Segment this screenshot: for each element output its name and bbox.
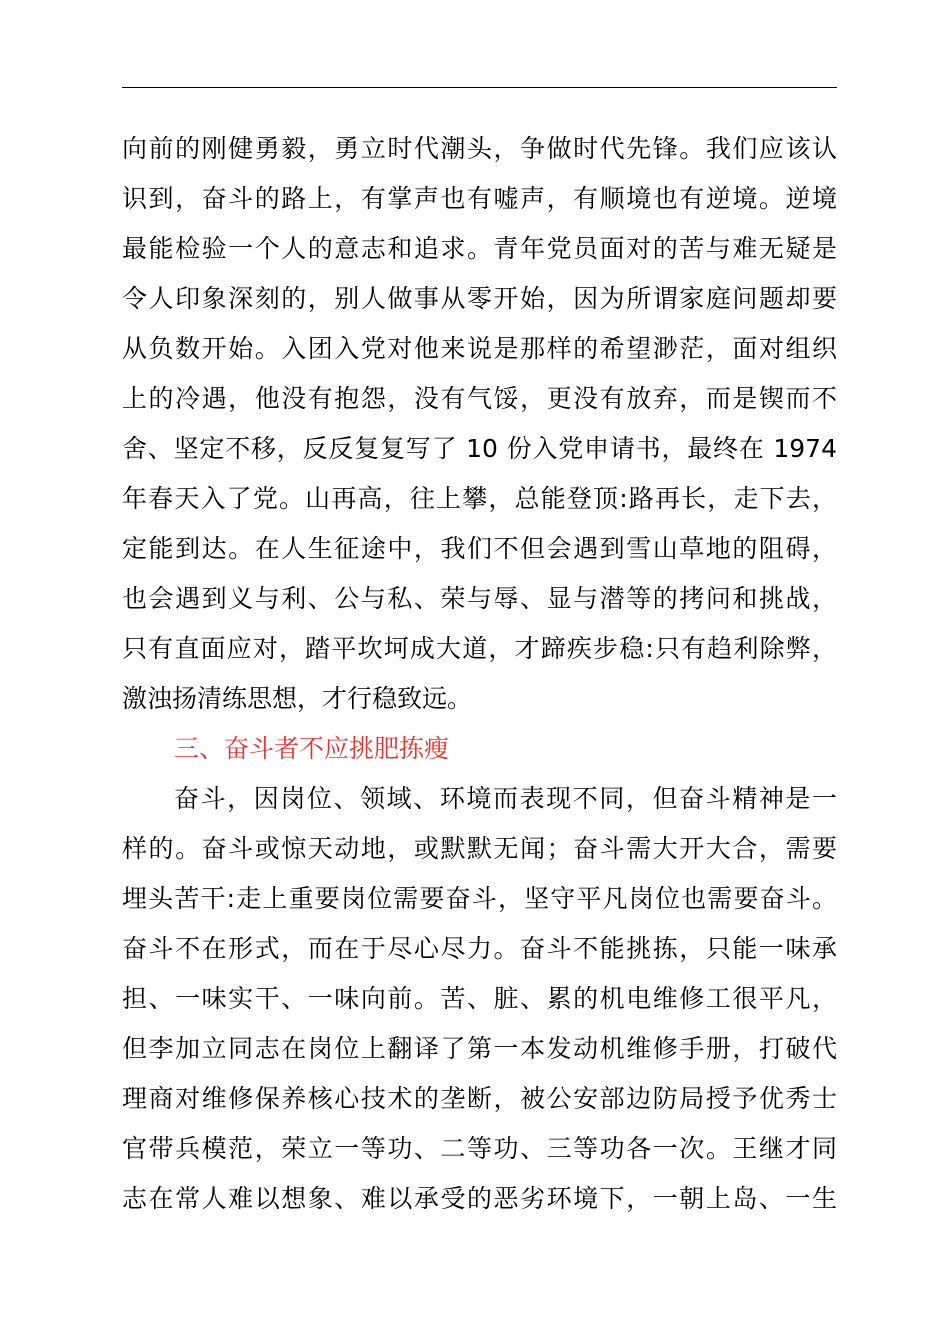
paragraph-line: 上的冷遇，他没有抱怨，没有气馁，更没有放弃，而是锲而不 [122,384,837,413]
paragraph-line: 令人印象深刻的，别人做事从零开始，因为所谓家庭问题却要 [122,284,837,313]
paragraph-line: 样的。奋斗或惊天动地，或默默无闻；奋斗需大开大合，需要 [122,834,837,863]
paragraph-line: 志在常人难以想象、难以承受的恶劣环境下，一朝上岛、一生 [122,1184,837,1213]
paragraph-2 [122,774,837,1224]
paragraph-1 [122,124,837,724]
paragraph-line: 识到，奋斗的路上，有掌声也有嘘声，有顺境也有逆境。逆境 [122,184,837,213]
paragraph-line: 但李加立同志在岗位上翻译了第一本发动机维修手册，打破代 [122,1034,837,1063]
paragraph-line: 年春天入了党。山再高，往上攀，总能登顶:路再长，走下去， [122,484,837,513]
paragraph-line: 官带兵模范，荣立一等功、二等功、三等功各一次。王继才同 [122,1134,837,1163]
paragraph-line: 奋斗不在形式，而在于尽心尽力。奋斗不能挑拣，只能一味承 [122,934,837,963]
section-heading: 三、奋斗者不应挑肥拣瘦 [174,734,450,763]
paragraph-line: 担、一味实干、一味向前。苦、脏、累的机电维修工很平凡， [122,984,837,1013]
paragraph-line: 激浊扬清练思想，才行稳致远。 [122,684,473,713]
paragraph-line: 向前的刚健勇毅，勇立时代潮头，争做时代先锋。我们应该认 [122,134,837,163]
body-text [122,124,837,1224]
paragraph-line: 也会遇到义与利、公与私、荣与辱、显与潜等的拷问和挑战， [122,584,837,613]
header-rule [122,87,837,88]
paragraph-line: 埋头苦干:走上重要岗位需要奋斗，坚守平凡岗位也需要奋斗。 [122,884,837,913]
paragraph-line: 舍、坚定不移，反反复复写了 10 份入党申请书，最终在 1974 [122,434,837,463]
paragraph-line: 理商对维修保养核心技术的垄断，被公安部边防局授予优秀士 [122,1084,837,1113]
paragraph-line: 最能检验一个人的意志和追求。青年党员面对的苦与难无疑是 [122,234,837,263]
paragraph-line: 定能到达。在人生征途中，我们不但会遇到雪山草地的阻碍， [122,534,837,563]
paragraph-line: 只有直面应对，踏平坎坷成大道，才蹄疾步稳:只有趋利除弊， [122,634,837,663]
paragraph-line: 从负数开始。入团入党对他来说是那样的希望渺茫，面对组织 [122,334,837,363]
paragraph-line: 奋斗，因岗位、领域、环境而表现不同，但奋斗精神是一 [174,784,837,813]
